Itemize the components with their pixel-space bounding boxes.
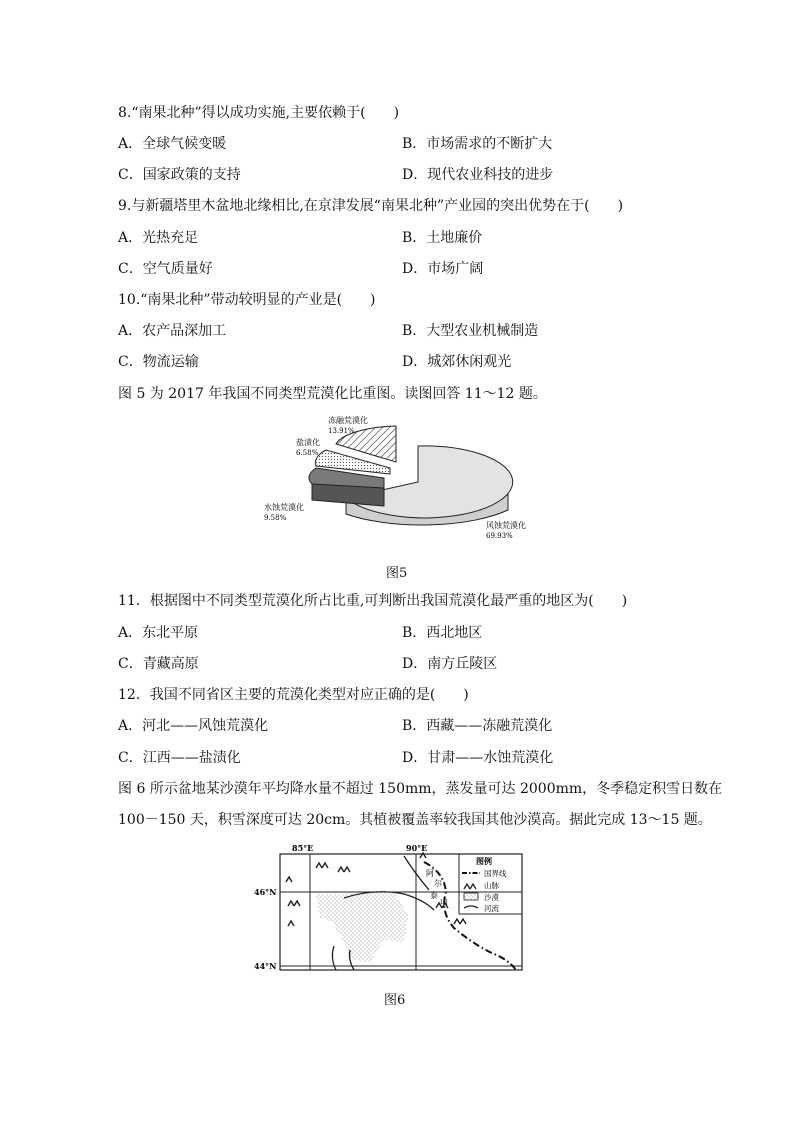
figure6-intro-line2: 100－150 天，积雪深度可达 20cm。其植被覆盖率较我国其他沙漠高。据此完成 13～15 题。 [118, 812, 712, 828]
q10-option-c: C．物流运输 [118, 354, 199, 370]
altai-label-3: 泰 [430, 891, 438, 900]
figure6-intro-line1: 图 6 所示盆地某沙漠年平均降水量不超过 150mm，蒸发量可达 2000mm，冬季稳定积雪日数在 [118, 781, 723, 797]
q8-option-a: A．全球气候变暖 [118, 136, 227, 152]
q8-option-b: B．市场需求的不断扩大 [402, 136, 553, 152]
q9-option-a: A．光热充足 [118, 230, 199, 246]
altai-label-1: 阿 [426, 869, 434, 878]
basin-desert-map [254, 842, 526, 974]
lon-90e: 90°E [406, 843, 428, 853]
label-freeze: 冻融荒漠化 [328, 416, 368, 425]
q9-option-d: D．市场广阔 [402, 261, 484, 277]
legend-desert: 沙漠 [484, 893, 499, 902]
label-salt: 盐渍化 [296, 438, 320, 447]
q10-option-a: A．农产品深加工 [118, 323, 227, 339]
legend-river: 河流 [484, 904, 499, 913]
q11-option-b: B．西北地区 [402, 625, 483, 641]
figure5-intro: 图 5 为 2017 年我国不同类型荒漠化比重图。读图回答 11～12 题。 [118, 386, 547, 402]
legend-title: 图例 [476, 856, 492, 866]
lat-44n: 44°N [254, 961, 277, 971]
lon-85e: 85°E [292, 843, 314, 853]
lat-46n: 46°N [254, 887, 277, 897]
q12-option-c: C．江西——盐渍化 [118, 750, 241, 766]
q8-stem: 8.“南果北种”得以成功实施,主要依赖于( ) [118, 105, 400, 121]
figure6-caption: 图6 [384, 993, 406, 1008]
label-water: 水蚀荒漠化 [264, 503, 304, 512]
legend-desert-symbol [464, 893, 478, 900]
legend-border: 国界线 [484, 869, 507, 878]
q11-stem: 11．根据图中不同类型荒漠化所占比重,可判断出我国荒漠化最严重的地区为( ) [118, 593, 628, 609]
label-water-pct: 9.58% [264, 514, 287, 522]
q11-option-d: D．南方丘陵区 [402, 656, 498, 672]
label-freeze-pct: 13.91% [328, 427, 355, 435]
q10-option-b: B．大型农业机械制造 [402, 323, 539, 339]
desertification-pie-chart [258, 410, 558, 550]
label-wind: 风蚀荒漠化 [486, 521, 526, 530]
q12-option-a: A．河北——风蚀荒漠化 [118, 718, 269, 734]
label-salt-pct: 6.58% [296, 449, 319, 457]
q9-stem: 9.与新疆塔里木盆地北缘相比,在京津发展“南果北种”产业园的突出优势在于( ) [118, 198, 624, 214]
q8-option-d: D．现代农业科技的进步 [402, 167, 554, 183]
figure5-caption: 图5 [386, 566, 408, 581]
q10-stem: 10.“南果北种”带动较明显的产业是( ) [118, 292, 376, 308]
altai-label-2: 尔 [434, 879, 442, 888]
q10-option-d: D．城郊休闲观光 [402, 354, 512, 370]
legend-mountain: 山脉 [484, 881, 499, 890]
q8-option-c: C．国家政策的支持 [118, 167, 241, 183]
q12-option-b: B．西藏——冻融荒漠化 [402, 718, 553, 734]
label-wind-pct: 69.93% [486, 532, 513, 540]
q9-option-b: B．土地廉价 [402, 230, 483, 246]
q11-option-c: C．青藏高原 [118, 656, 199, 672]
q12-stem: 12．我国不同省区主要的荒漠化类型对应正确的是( ) [118, 687, 469, 703]
q12-option-d: D．甘肃——水蚀荒漠化 [402, 750, 554, 766]
altai-label-4: 山 [440, 897, 448, 906]
q11-option-a: A．东北平原 [118, 625, 199, 641]
q9-option-c: C．空气质量好 [118, 261, 213, 277]
